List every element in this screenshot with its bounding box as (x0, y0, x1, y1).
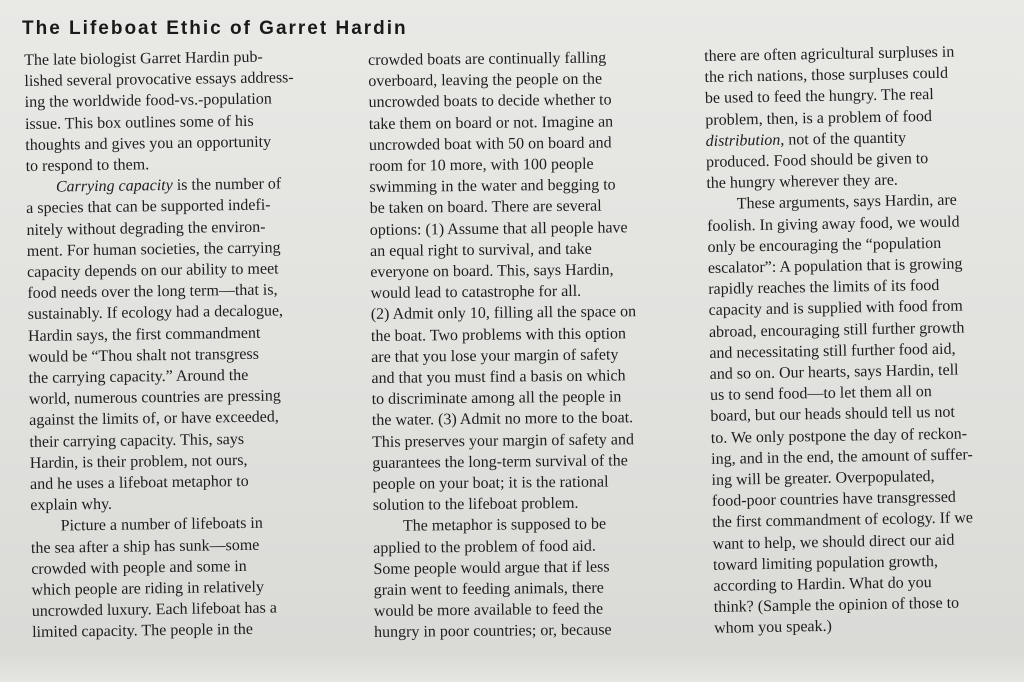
text-line: room for 10 more, with 100 people (369, 155, 594, 176)
text-line: think? (Sample the opinion of those to (713, 594, 960, 617)
text-line: against the limits of, or have exceeded, (29, 408, 279, 430)
text-line: us to send food—to let them all on (709, 383, 932, 405)
text-line: issue. This box outlines some of his (24, 112, 254, 133)
column-3 (704, 41, 1024, 640)
text-line: everyone on board. This, says Hardin, (370, 261, 614, 282)
text-line: the rich nations, those surpluses could (704, 64, 949, 87)
text-line: take them on board or not. Imagine an (368, 113, 614, 133)
text-line: nitely without degrading the environ- (26, 218, 266, 239)
text-line: Some people would argue that if less (373, 558, 610, 578)
text-line: rapidly reaches the limits of its food (708, 277, 940, 299)
text-line: which people are riding in relatively (31, 578, 265, 600)
text-line: These arguments, says Hardin, are (736, 192, 957, 213)
text-line: produced. Food should be given to (705, 150, 929, 171)
text-line: would be more available to feed the (373, 600, 604, 621)
text-line: and he uses a lifeboat metaphor to (29, 472, 249, 494)
column-2 (368, 47, 694, 644)
text-line: ing the worldwide food-vs.-population (24, 90, 272, 112)
text-line: Picture a number of lifeboats in (60, 515, 263, 536)
text-line: crowded with people and some in (31, 557, 247, 578)
text-line: be used to feed the hungry. The real (704, 86, 934, 108)
text-line: guarantees the long-term survival of the (372, 452, 628, 472)
text-line: Carrying capacity is the number of (55, 175, 282, 196)
text-line: would be “Thou shalt not transgress (28, 345, 260, 366)
text-line: uncrowded boat with 50 on board and (368, 134, 612, 154)
text-line: The late biologist Garret Hardin pub- (24, 48, 263, 69)
text-line: their carrying capacity. This, says (29, 430, 245, 451)
text-line: capacity and is supplied with food from (708, 297, 963, 320)
text-line: thoughts and gives you an opportunity (25, 133, 272, 154)
text-line: Hardin, is their problem, not ours, (29, 451, 248, 472)
text-line: people on your boat; it is the rational (372, 473, 609, 494)
text-line: solution to the lifeboat problem. (372, 495, 579, 515)
text-line: the boat. Two problems with this option (370, 324, 627, 345)
text-line: toward limiting population growth, (712, 552, 939, 574)
text-line: applied to the problem of food aid. (373, 537, 596, 557)
text-line: and so on. Our hearts, says Hardin, tell (709, 361, 959, 383)
text-line: want to help, we should direct our aid (712, 531, 955, 553)
text-line: explain why. (30, 496, 113, 515)
text-line: whom you speak.) (714, 618, 833, 638)
text-line: foolish. In giving away food, we would (706, 213, 960, 235)
text-line: food-poor countries have transgressed (711, 488, 956, 511)
text-line: sustainably. If ecology had a decalogue, (27, 302, 284, 324)
text-line: the hungry wherever they are. (706, 171, 898, 193)
text-line: there are often agricultural surpluses in (704, 43, 955, 65)
text-line: the carrying capacity.” Around the (28, 366, 249, 388)
text-line: capacity depends on our ability to meet (26, 260, 279, 282)
text-line: (2) Admit only 10, filling all the space on (370, 303, 637, 324)
text-line: the first commandment of ecology. If we (712, 509, 974, 532)
text-line: ing, and in the end, the amount of suffer- (711, 446, 973, 468)
text-line: to. We only postpone the day of reckon- (710, 425, 968, 447)
text-line: to discriminate among all the people in (371, 388, 622, 409)
text-line: food needs over the long term—that is, (27, 281, 278, 303)
text-line: This preserves your margin of safety and (372, 430, 635, 451)
text-line: and that you must find a basis on which (371, 367, 626, 388)
text-line: uncrowded boats to decide whether to (368, 91, 612, 112)
text-line: and necessitating still further food aid, (709, 340, 956, 362)
text-line: overboard, leaving the people on the (368, 70, 603, 91)
text-line: to respond to them. (25, 156, 150, 176)
text-line: limited capacity. The people in the (32, 621, 254, 642)
text-line: are that you lose your margin of safety (371, 346, 619, 366)
text-line: board, but our heads should tell us not (710, 404, 956, 426)
text-line: world, numerous countries are pressing (28, 387, 281, 409)
page-bottom-shadow (0, 652, 1024, 682)
text-line: options: (1) Assume that all people have (369, 218, 628, 239)
text-line: The metaphor is supposed to be (402, 516, 607, 536)
text-line: grain went to feeding animals, there (373, 579, 604, 600)
text-line: an equal right to survival, and take (370, 240, 592, 260)
text-line: abroad, encouraging still further growth (708, 319, 965, 341)
text-line: be taken on board. There are several (369, 197, 602, 218)
text-line: crowded boats are continually falling (368, 49, 607, 69)
box-title: The Lifeboat Ethic of Garret Hardin (22, 18, 408, 39)
text-line: ment. For human societies, the carrying (26, 239, 281, 260)
text-line: the water. (3) Admit no more to the boat. (371, 409, 634, 430)
column-1 (24, 45, 362, 643)
text-line: swimming in the water and begging to (369, 176, 616, 197)
text-line: escalator”: A population that is growing (707, 255, 963, 277)
text-line: hungry in poor countries; or, because (374, 621, 612, 642)
text-line: distribution, not of the quantity (705, 129, 907, 150)
text-line: ing will be greater. Overpopulated, (711, 468, 935, 489)
text-line: only be encouraging the “population (707, 234, 942, 256)
text-line: lished several provocative essays address- (24, 69, 294, 91)
text-line: the sea after a ship has sunk—some (30, 536, 260, 557)
text-line: according to Hardin. What do you (713, 574, 932, 595)
text-line: would lead to catastrophe for all. (370, 283, 582, 303)
text-line: Hardin says, the first commandment (27, 324, 261, 345)
text-line: a species that can be supported indefi- (26, 196, 271, 218)
text-line: uncrowded luxury. Each lifeboat has a (31, 599, 278, 621)
text-line: problem, then, is a problem of food (705, 107, 933, 129)
